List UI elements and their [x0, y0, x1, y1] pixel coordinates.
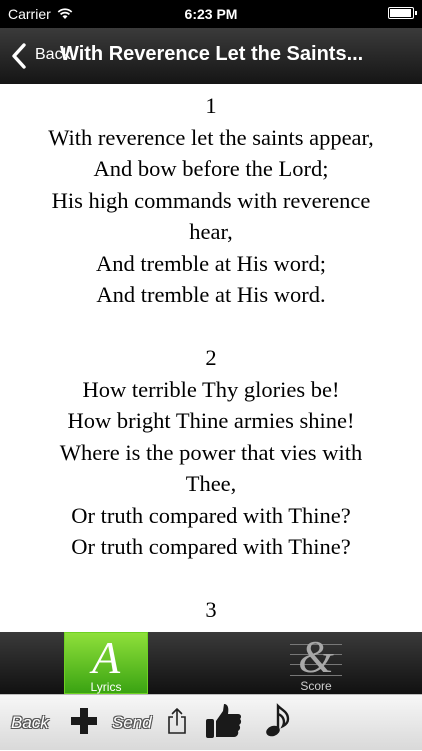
verse-gap: [0, 563, 422, 595]
verse-gap: [0, 311, 422, 343]
verse-line: And bow before the Lord;: [93, 156, 329, 181]
score-tab-icon: &: [298, 631, 334, 682]
verse-number: 2: [205, 345, 217, 370]
lyrics-tab-icon: A: [91, 632, 121, 683]
nav-back-button[interactable]: Back: [35, 46, 71, 63]
status-bar: [0, 0, 422, 28]
verse-line: Thee,: [185, 471, 237, 496]
verse-line: Or truth compared with Thine?: [71, 502, 351, 528]
tab-lyrics[interactable]: [64, 632, 148, 694]
navigation-bar: [0, 28, 422, 84]
tab-score[interactable]: [274, 632, 358, 694]
verse-line: His high commands with reverence: [51, 187, 371, 213]
thumbs-up-icon: [203, 701, 243, 746]
like-button[interactable]: [203, 695, 243, 751]
send-button[interactable]: [112, 695, 152, 751]
add-button[interactable]: [68, 695, 100, 751]
verse: [0, 90, 422, 311]
music-button[interactable]: [264, 695, 290, 751]
back-button[interactable]: [11, 695, 49, 751]
music-note-icon: [264, 703, 290, 744]
battery-icon: [388, 7, 414, 19]
back-chevron-icon[interactable]: [10, 43, 28, 74]
verse-line: hear,: [189, 219, 233, 244]
verse-line: With reverence let the saints appear,: [48, 124, 374, 150]
verse: [0, 594, 422, 626]
verse-line: And tremble at His word.: [96, 282, 326, 307]
verse-number: 1: [205, 93, 217, 118]
status-time: 6:23 PM: [184, 6, 238, 22]
back-button-label: Back: [11, 713, 49, 732]
carrier-label: Carrier: [8, 6, 51, 22]
tab-lyrics-label: Lyrics: [90, 680, 122, 694]
lyrics-content[interactable]: [0, 84, 422, 632]
verse-line: Where is the power that vies with: [59, 439, 363, 465]
share-icon: [167, 707, 187, 740]
bottom-toolbar: [0, 694, 422, 750]
share-button[interactable]: [167, 695, 187, 751]
tab-score-label: Score: [300, 679, 332, 693]
verse-line: Or truth compared with Thine?: [71, 534, 351, 559]
verse-number: 3: [205, 597, 217, 622]
page-title: With Reverence Let the Saints...: [60, 43, 364, 65]
send-button-label: Send: [112, 713, 152, 732]
verse-line: How bright Thine armies shine!: [67, 408, 355, 433]
plus-icon: [68, 705, 100, 742]
verse-line: And tremble at His word;: [96, 250, 326, 276]
verse: [0, 342, 422, 563]
verse-line: How terrible Thy glories be!: [82, 376, 340, 402]
tab-bar: [0, 632, 422, 694]
battery-fill: [390, 9, 411, 17]
